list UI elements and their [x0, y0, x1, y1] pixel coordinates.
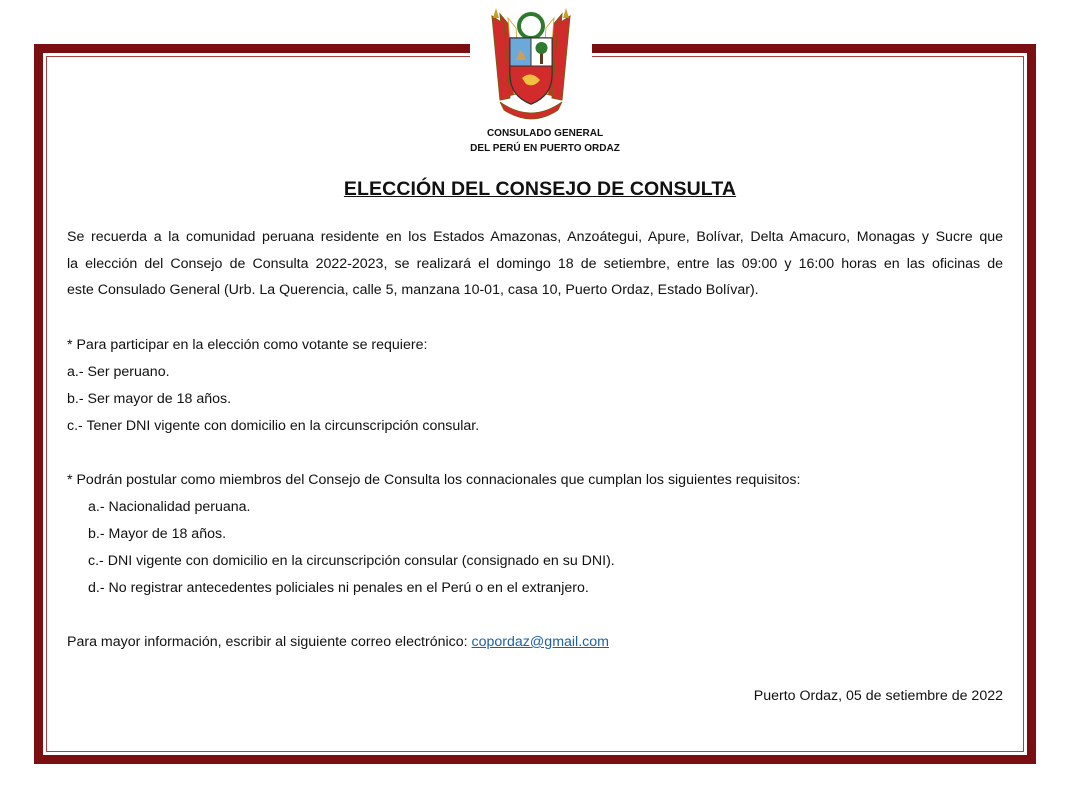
candidate-requirement-item: a.- Nacionalidad peruana. [88, 499, 251, 515]
candidate-requirement-item: b.- Mayor de 18 años. [88, 526, 227, 542]
peru-coat-of-arms-icon [470, 4, 592, 122]
voter-requirement-item: b.- Ser mayor de 18 años. [67, 391, 232, 407]
dateline: Puerto Ordaz, 05 de setiembre de 2022 [753, 688, 1003, 704]
consulate-name-line1: CONSULADO GENERAL [486, 128, 604, 139]
contact-text: Para mayor información, escribir al siguiente correo electrónico: [67, 634, 472, 650]
candidate-requirement-item: d.- No registrar antecedentes policiales ni penales en el Perú o en el extranjero. [88, 580, 589, 596]
intro-line-2: la elección del Consejo de Consulta 2022-2023, se realizará el domingo 18 de setiembre, entre las 09:00 y 16:00 horas en las oficinas de [67, 255, 1003, 272]
contact-email-link[interactable]: copordaz@gmail.com [471, 634, 609, 650]
consulate-name [420, 126, 670, 156]
candidate-requirement-item: c.- DNI vigente con domicilio en la circunscripción consular (consignado en su DNI). [88, 553, 615, 569]
consulate-name-line2: DEL PERÚ EN PUERTO ORDAZ [470, 143, 620, 154]
candidate-requirements-heading: * Podrán postular como miembros del Consejo de Consulta los connacionales que cumplan los siguientes requisitos: [67, 472, 801, 488]
document-title: ELECCIÓN DEL CONSEJO DE CONSULTA [343, 178, 737, 200]
voter-requirement-item: a.- Ser peruano. [67, 364, 170, 380]
intro-line-1: Se recuerda a la comunidad peruana residente en los Estados Amazonas, Anzoátegui, Apure, Bolívar, Delta Amacuro, Monagas y Sucre que [67, 229, 1003, 245]
contact-line [67, 632, 609, 652]
intro-line-3: este Consulado General (Urb. La Querencia, calle 5, manzana 10-01, casa 10, Puerto Ordaz, Estado Bolívar). [67, 282, 759, 298]
intro-paragraph [67, 224, 1003, 304]
voter-requirement-item: c.- Tener DNI vigente con domicilio en la circunscripción consular. [67, 418, 480, 434]
voter-requirements-heading: * Para participar en la elección como votante se requiere: [67, 337, 428, 353]
